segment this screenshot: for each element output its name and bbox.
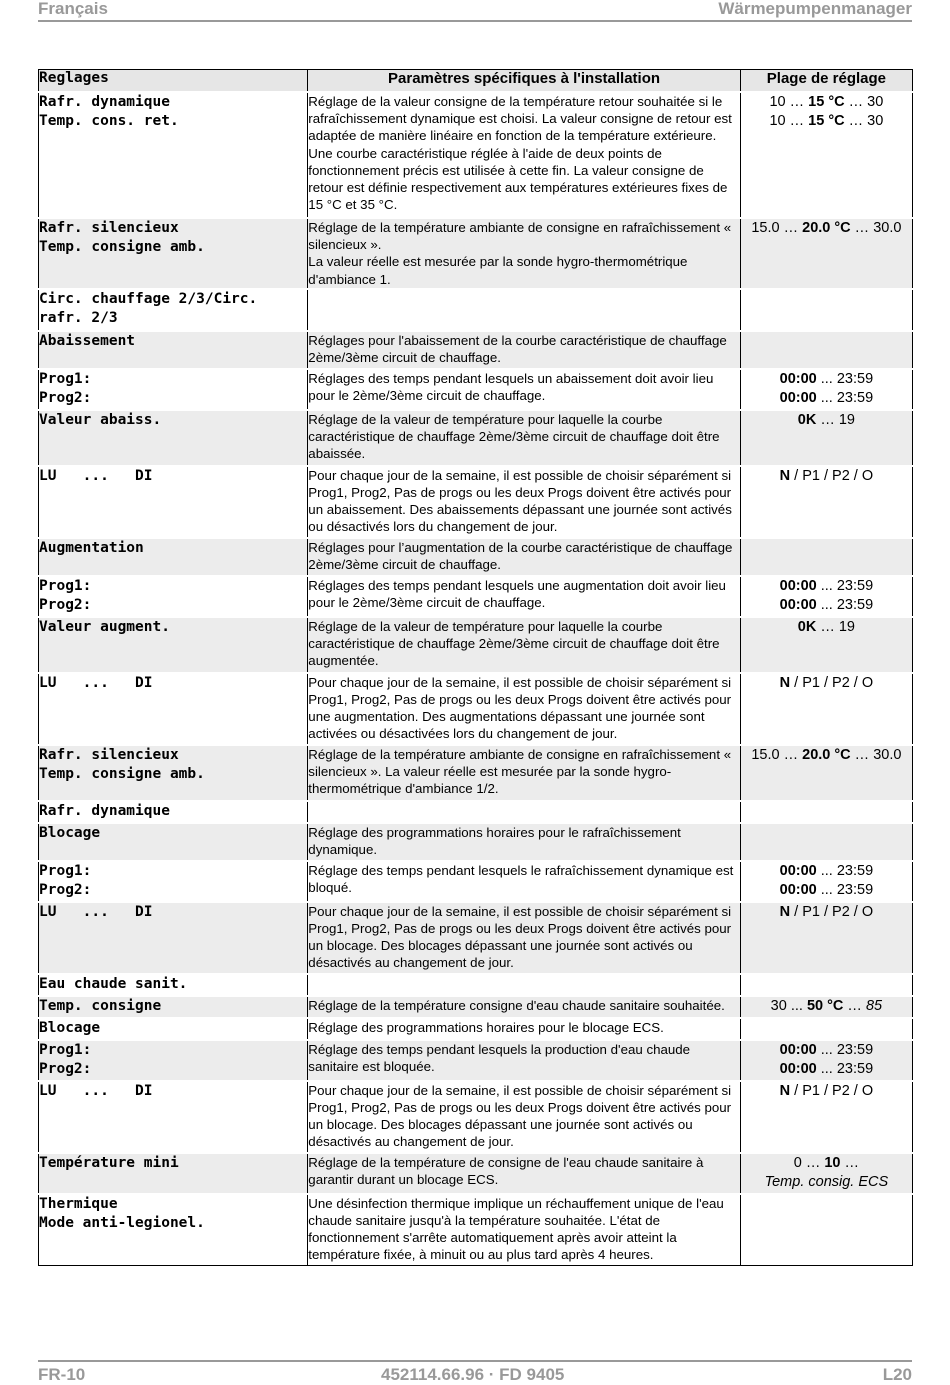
parameter-description: Réglage de la valeur de température pour laquelle la courbe caractéristique de chauffage 2ème/3ème circuit de chauffage doit être augmentée.: [308, 617, 740, 673]
range-default-value: N: [779, 1082, 791, 1099]
range-line: [741, 411, 912, 430]
range-text: … 19: [816, 411, 855, 428]
table-row: [39, 410, 913, 466]
parameter-description: Une désinfection thermique implique un réchauffement unique de l'eau chaude sanitaire jusqu'à la température souhaitée. L'état de fonctionnement s'arrête automatiquement après avoir atteint la température fixée, à minuit ou au plus tard après 4 heures.: [308, 1194, 740, 1266]
table-row: [39, 331, 913, 369]
table-row: [39, 576, 913, 617]
table-row: [39, 996, 913, 1018]
setting-range: [740, 1040, 912, 1081]
table-row: [39, 617, 913, 673]
range-text: ... 23:59: [816, 370, 874, 387]
parameter-description: Réglage de la valeur de température pour laquelle la courbe caractéristique de chauffage 2ème/3ème circuit de chauffage doit être abaissée.: [308, 410, 740, 466]
table-row: [39, 1018, 913, 1040]
range-text: 15.0 …: [751, 746, 803, 763]
parameter-description: [308, 289, 740, 331]
model-code: L20: [882, 1365, 912, 1384]
table-row: [39, 745, 913, 801]
parameter-description: Réglage de la température de consigne de l'eau chaude sanitaire à garantir durant un blocage ECS.: [308, 1153, 740, 1194]
range-text: / P1 / P2 / O: [790, 1082, 874, 1099]
parameter-description: Réglage de la température ambiante de consigne en rafraîchissement « silencieux ». La valeur réelle est mesurée par la sonde hygro-thermométrique d'ambiance 1/2.: [308, 745, 740, 801]
menu-item-label: Valeur abaiss.: [39, 410, 308, 466]
setting-range: [740, 801, 912, 823]
setting-range: [740, 1081, 912, 1153]
range-default-value: 10: [824, 1154, 841, 1171]
range-text: ... 23:59: [816, 1041, 874, 1058]
range-line: [741, 389, 912, 408]
parameter-description: [308, 974, 740, 996]
menu-item-label: LU ... DI: [39, 1081, 308, 1153]
menu-item-label: Prog1: Prog2:: [39, 369, 308, 410]
menu-item-label: Circ. chauffage 2/3/Circ. rafr. 2/3: [39, 289, 308, 331]
range-text: ... 23:59: [816, 389, 874, 406]
range-line: [741, 881, 912, 900]
range-line: [741, 1060, 912, 1079]
range-line: [741, 577, 912, 596]
menu-item-label: Prog1: Prog2:: [39, 861, 308, 902]
range-default-value: 00:00: [779, 596, 817, 613]
range-text: ... 23:59: [816, 881, 874, 898]
setting-range: [740, 289, 912, 331]
range-text: 85: [865, 997, 883, 1014]
setting-range: [740, 576, 912, 617]
table-row: [39, 1153, 913, 1194]
setting-range: [740, 1194, 912, 1266]
parameter-description: Réglage de la température ambiante de consigne en rafraîchissement « silencieux ». La valeur réelle est mesurée par la sonde hygro-thermométrique d'ambiance 1.: [308, 218, 740, 289]
menu-item-label: Thermique Mode anti-legionel.: [39, 1194, 308, 1266]
range-text: 0 …: [793, 1154, 825, 1171]
range-default-value: 15 °C: [808, 94, 845, 110]
parameter-description: Pour chaque jour de la semaine, il est possible de choisir séparément si Prog1, Prog2, Pas de progs ou les deux Progs doivent être activés pour un blocage. Des blocages dépassant une journée sont activés ou désactivés au changement de jour.: [308, 1081, 740, 1153]
range-text: … 30.0: [850, 220, 902, 236]
range-text: … 19: [816, 618, 855, 635]
range-line: [741, 93, 912, 112]
menu-item-label: Rafr. silencieux Temp. consigne amb.: [39, 745, 308, 801]
setting-range: [740, 1153, 912, 1194]
range-text: …: [843, 997, 866, 1014]
range-text: Temp. consig. ECS: [764, 1173, 889, 1190]
range-default-value: 00:00: [779, 389, 817, 406]
range-line: [741, 862, 912, 881]
menu-item-label: Rafr. dynamique: [39, 801, 308, 823]
range-default-value: 15 °C: [808, 113, 845, 129]
setting-range: [740, 745, 912, 801]
range-default-value: 00:00: [779, 862, 817, 879]
parameter-description: Pour chaque jour de la semaine, il est possible de choisir séparément si Prog1, Prog2, Pas de progs ou les deux Progs doivent être activés pour une augmentation. Des augmentations dépassant une journée sont activées ou désactivées lors du changement de jour.: [308, 673, 740, 745]
setting-range: [740, 861, 912, 902]
table-row: [39, 218, 913, 289]
range-line: [741, 1154, 912, 1173]
table-row: [39, 1081, 913, 1153]
menu-item-label: Prog1: Prog2:: [39, 576, 308, 617]
menu-item-label: LU ... DI: [39, 673, 308, 745]
parameter-description: Réglages pour l'abaissement de la courbe caractéristique de chauffage 2ème/3ème circuit de chauffage.: [308, 331, 740, 369]
range-line: [741, 596, 912, 615]
document-reference: 452114.66.96 · FD 9405: [381, 1365, 565, 1384]
range-default-value: 20.0 °C: [802, 746, 851, 763]
menu-item-label: Augmentation: [39, 538, 308, 576]
range-default-value: 00:00: [779, 1041, 817, 1058]
range-line: [741, 674, 912, 693]
range-default-value: 00:00: [779, 577, 817, 594]
menu-item-label: Prog1: Prog2:: [39, 1040, 308, 1081]
menu-item-label: Blocage: [39, 1018, 308, 1040]
range-line: [741, 997, 912, 1016]
parameter-description: Réglage de la température consigne d'eau chaude sanitaire souhaitée.: [308, 996, 740, 1018]
parameter-description: Réglage des temps pendant lesquels le rafraîchissement dynamique est bloqué.: [308, 861, 740, 902]
range-default-value: N: [779, 903, 791, 920]
parameter-description: Réglages des temps pendant lesquels un abaissement doit avoir lieu pour le 2ème/3ème circuit de chauffage.: [308, 369, 740, 410]
setting-range: [740, 902, 912, 974]
parameter-description: Pour chaque jour de la semaine, il est possible de choisir séparément si Prog1, Prog2, Pas de progs ou les deux Progs doivent être activés pour un blocage. Des blocages dépassant une journée sont activés ou désactivés au changement de jour.: [308, 902, 740, 974]
range-default-value: 50 °C: [806, 997, 844, 1014]
column-header-settings: Reglages: [39, 70, 308, 93]
range-line: [741, 1173, 912, 1192]
footer-divider: [38, 1360, 912, 1362]
setting-range: [740, 996, 912, 1018]
setting-range: [740, 410, 912, 466]
table-row: [39, 92, 913, 218]
range-text: 10 …: [769, 113, 809, 129]
table-row: [39, 823, 913, 861]
range-line: [741, 1041, 912, 1060]
range-default-value: 20.0 °C: [802, 220, 851, 236]
range-text: / P1 / P2 / O: [790, 674, 874, 691]
table-row: [39, 1040, 913, 1081]
menu-item-label: Rafr. dynamique Temp. cons. ret.: [39, 92, 308, 218]
column-header-parameters: Paramètres spécifiques à l'installation: [308, 70, 740, 93]
parameter-description: Réglage des programmations horaires pour le blocage ECS.: [308, 1018, 740, 1040]
table-row: [39, 369, 913, 410]
setting-range: [740, 823, 912, 861]
menu-item-label: LU ... DI: [39, 902, 308, 974]
setting-range: [740, 1018, 912, 1040]
setting-range: [740, 538, 912, 576]
menu-item-label: Valeur augment.: [39, 617, 308, 673]
range-text: 30 ...: [770, 997, 807, 1014]
menu-item-label: Blocage: [39, 823, 308, 861]
range-text: / P1 / P2 / O: [790, 467, 874, 484]
table-row: [39, 974, 913, 996]
parameter-description: Pour chaque jour de la semaine, il est possible de choisir séparément si Prog1, Prog2, Pas de progs ou les deux Progs doivent être activés pour un abaissement. Des abaissements dépassant une journée sont activés ou désactivés lors du changement de jour.: [308, 466, 740, 538]
menu-item-label: Rafr. silencieux Temp. consigne amb.: [39, 218, 308, 289]
table-row: [39, 902, 913, 974]
range-text: / P1 / P2 / O: [790, 903, 874, 920]
page-header-title: Wärmepumpenmanager: [718, 0, 912, 18]
page-number: FR-10: [38, 1365, 86, 1384]
column-header-range: Plage de réglage: [740, 70, 912, 93]
parameter-description: Réglage des temps pendant lesquels la production d'eau chaude sanitaire est bloquée.: [308, 1040, 740, 1081]
range-text: …: [840, 1154, 860, 1171]
parameter-description: Réglages des temps pendant lesquels une augmentation doit avoir lieu pour le 2ème/3ème circuit de chauffage.: [308, 576, 740, 617]
range-line: [741, 746, 912, 765]
menu-item-label: Temp. consigne: [39, 996, 308, 1018]
setting-range: [740, 331, 912, 369]
table-row: [39, 673, 913, 745]
range-default-value: 00:00: [779, 1060, 817, 1077]
range-text: ... 23:59: [816, 577, 874, 594]
settings-table: [38, 69, 913, 1266]
setting-range: [740, 92, 912, 218]
range-default-value: 0K: [797, 618, 817, 635]
menu-item-label: Eau chaude sanit.: [39, 974, 308, 996]
range-text: … 30: [844, 94, 884, 110]
range-text: ... 23:59: [816, 862, 874, 879]
setting-range: [740, 974, 912, 996]
parameter-description: Réglage de la valeur consigne de la température retour souhaitée si le rafraîchissement dynamique est choisi. La valeur consigne de retour est adaptée de manière linéaire en fonction de la température extérieure. Une courbe caractéristique réglée à l'aide de deux points de fonctionnement précis est utilisée à cette fin. La valeur consigne de retour est définie respectivement aux températures extérieures fixes de 15 °C et 35 °C.: [308, 92, 740, 218]
range-line: [741, 112, 912, 131]
range-line: [741, 903, 912, 922]
table-row: [39, 801, 913, 823]
parameter-description: [308, 801, 740, 823]
menu-item-label: Température mini: [39, 1153, 308, 1194]
range-text: ... 23:59: [816, 1060, 874, 1077]
menu-item-label: LU ... DI: [39, 466, 308, 538]
setting-range: [740, 369, 912, 410]
range-default-value: 0K: [797, 411, 817, 428]
range-text: … 30.0: [850, 746, 902, 763]
page-header-language: Français: [38, 0, 108, 18]
table-row: [39, 289, 913, 331]
table-row: [39, 1194, 913, 1266]
range-text: … 30: [844, 113, 884, 129]
range-default-value: 00:00: [779, 881, 817, 898]
range-default-value: N: [779, 674, 791, 691]
header-divider: [38, 20, 912, 22]
setting-range: [740, 673, 912, 745]
setting-range: [740, 466, 912, 538]
range-default-value: N: [779, 467, 791, 484]
range-line: [741, 618, 912, 637]
range-line: [741, 219, 912, 238]
range-line: [741, 1082, 912, 1101]
table-row: [39, 466, 913, 538]
range-default-value: 00:00: [779, 370, 817, 387]
range-text: 15.0 …: [751, 220, 803, 236]
table-row: [39, 538, 913, 576]
range-text: ... 23:59: [816, 596, 874, 613]
setting-range: [740, 218, 912, 289]
setting-range: [740, 617, 912, 673]
table-body: [39, 92, 913, 1266]
table-header-row: [39, 70, 913, 93]
parameter-description: Réglages pour l’augmentation de la courbe caractéristique de chauffage 2ème/3ème circuit de chauffage.: [308, 538, 740, 576]
range-line: [741, 370, 912, 389]
parameter-description: Réglage des programmations horaires pour le rafraîchissement dynamique.: [308, 823, 740, 861]
menu-item-label: Abaissement: [39, 331, 308, 369]
range-text: 10 …: [769, 94, 809, 110]
range-line: [741, 467, 912, 486]
table-row: [39, 861, 913, 902]
